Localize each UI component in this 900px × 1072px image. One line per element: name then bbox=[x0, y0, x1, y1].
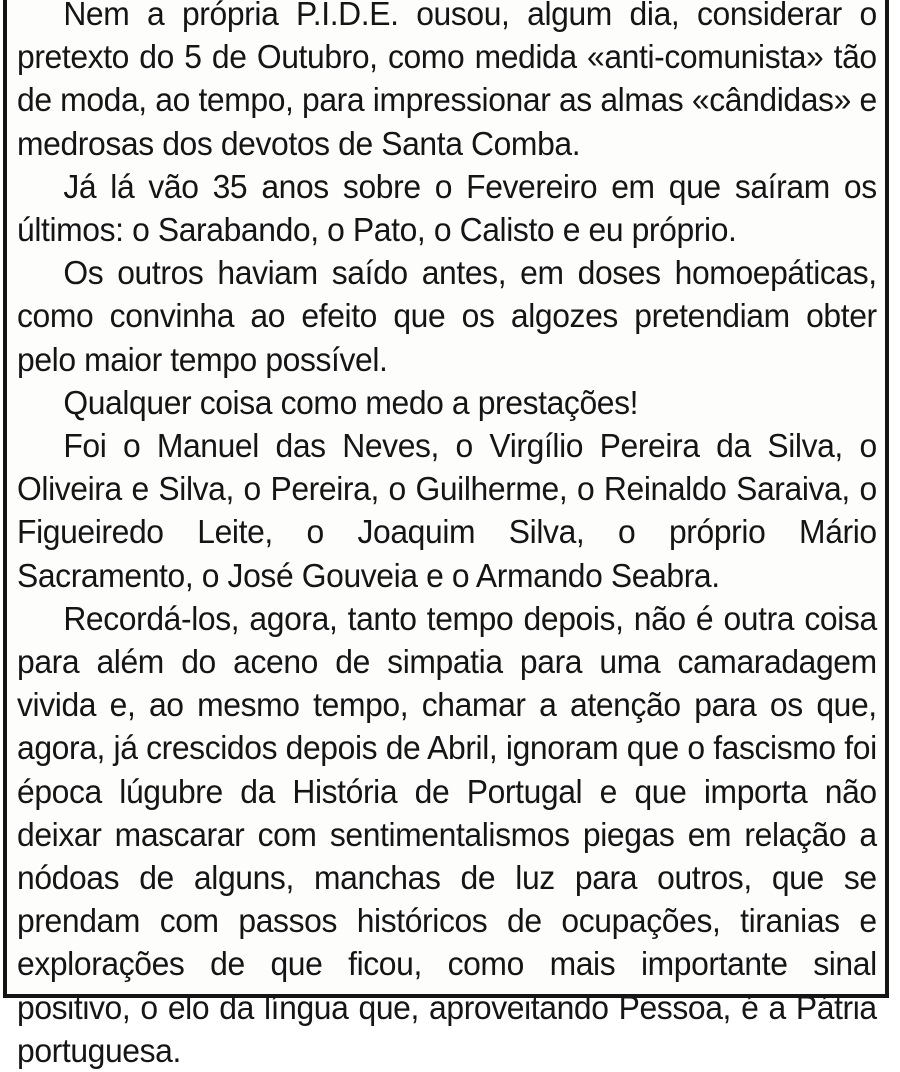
paragraph-3: Os outros haviam saído antes, em doses homoepáticas, como convinha ao efeito que os algozes pretendiam obter pelo maior tempo possível. bbox=[17, 254, 877, 378]
paragraph-6: Recordá-los, agora, tanto tempo depois, não é outra coisa para além do aceno de simpatia para uma camaradagem vivida e, ao mesmo tempo, chamar a atenção para os que, agora, já crescidos depois de Abril, ignoram que o fascismo foi época lúgubre da História de Portugal e que importa não deixar mascarar com sentimentalismos piegas em relação a nódoas de alguns, manchas de luz para outros, que se prendam com passos históricos de ocupações, tiranias e explorações de que ficou, como mais importante sinal positivo, o elo da língua que, aproveitando Pessoa, é a Pátria portuguesa. bbox=[17, 599, 877, 1069]
article-text bbox=[17, 0, 877, 1072]
paragraph-4: Qualquer coisa como medo a prestações! bbox=[63, 383, 639, 421]
article-box bbox=[3, 0, 889, 1069]
paragraph-5: Foi o Manuel das Neves, o Virgílio Pereira da Silva, o Oliveira e Silva, o Pereira, o Guilherme, o Reinaldo Saraiva, o Figueiredo Leite, o Joaquim Silva, o próprio Mário Sacramento, o José Gouveia e o Armando Seabra. bbox=[17, 427, 877, 594]
paragraph-2: Já lá vão 35 anos sobre o Fevereiro em que saíram os últimos: o Sarabando, o Pato, o Calisto e eu próprio. bbox=[17, 167, 877, 249]
paragraph-1: Nem a própria P.I.D.E. ousou, algum dia, considerar o pretexto do 5 de Outubro, como medida «anti-comunista» tão de moda, ao tempo, para impressionar as almas «cândidas» e medrosas dos devotos de Santa Comba. bbox=[17, 0, 877, 162]
